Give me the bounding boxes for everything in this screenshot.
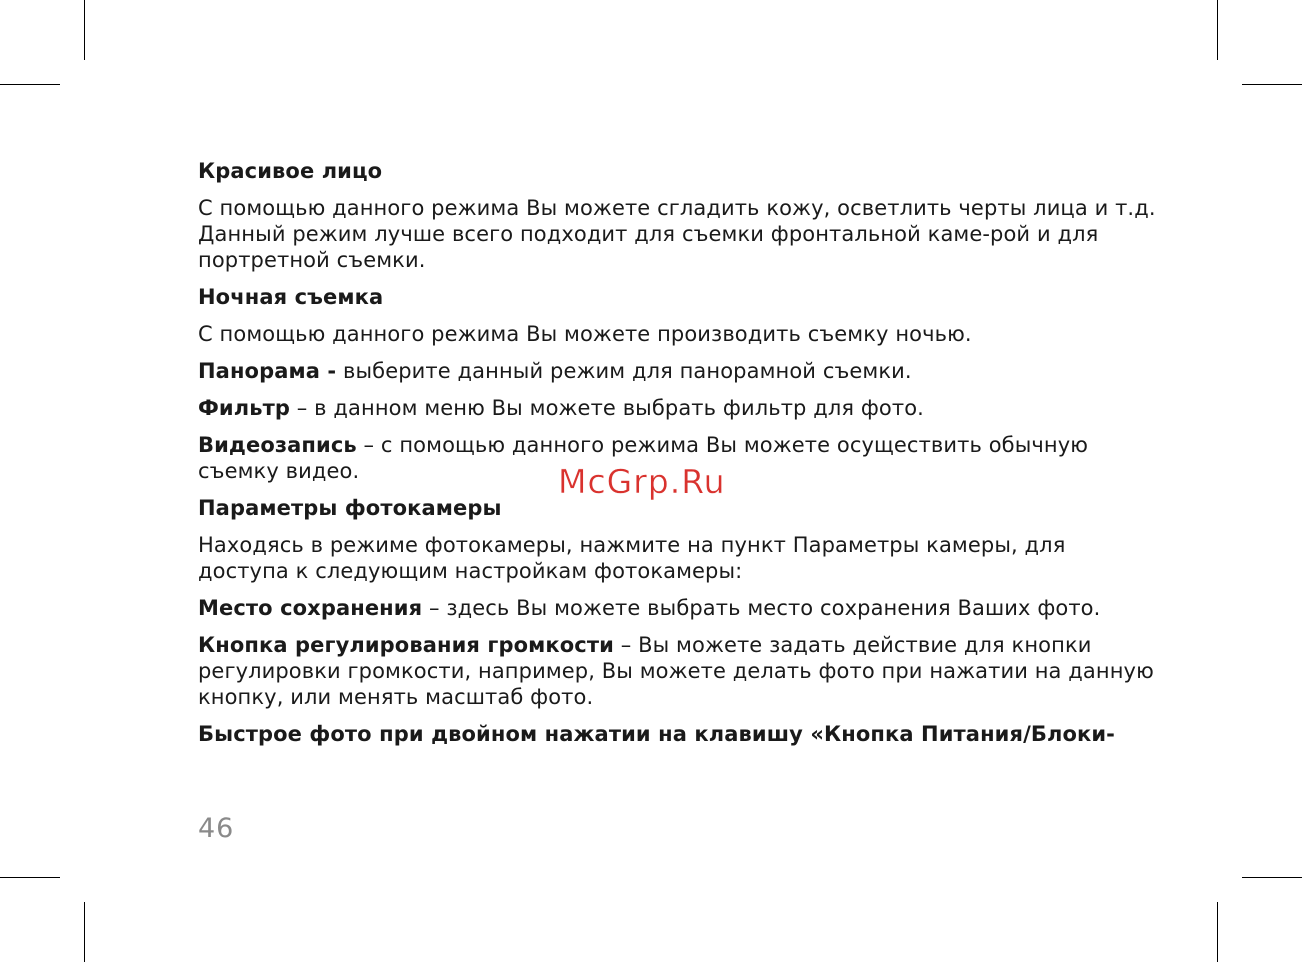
volume-term: Кнопка регулирования громкости — [198, 633, 614, 657]
crop-mark-top-left-vertical — [84, 0, 85, 60]
storage-term: Место сохранения — [198, 596, 423, 620]
crop-mark-bottom-right-vertical — [1217, 902, 1218, 962]
volume-text: – Вы можете задать действие для кнопки регулировки громкости, например, Вы можете делать фото при нажатии на данную кнопку, или менять масштаб фото. — [198, 633, 1154, 709]
night-heading: Ночная съемка — [198, 285, 384, 309]
panorama-paragraph — [198, 358, 1158, 384]
storage-text: – здесь Вы можете выбрать место сохранения Ваших фото. — [422, 596, 1101, 620]
crop-mark-bottom-right-horizontal — [1242, 877, 1302, 878]
page-content — [198, 158, 1158, 758]
panorama-term: Панорама - — [198, 359, 337, 383]
filter-term: Фильтр — [198, 396, 291, 420]
beauty-heading: Красивое лицо — [198, 159, 383, 183]
params-text: Находясь в режиме фотокамеры, нажмите на пункт Параметры камеры, для доступа к следующим настройкам фотокамеры: — [198, 533, 1066, 583]
crop-mark-top-right-vertical — [1217, 0, 1218, 60]
crop-mark-bottom-left-horizontal — [0, 877, 60, 878]
watermark-logo: McGrp.Ru — [558, 462, 726, 501]
page-number: 46 — [198, 813, 235, 844]
filter-paragraph — [198, 395, 1158, 421]
quick-photo-heading: Быстрое фото при двойном нажатии на клавишу «Кнопка Питания/Блоки- — [198, 722, 1115, 746]
storage-paragraph — [198, 595, 1158, 621]
crop-mark-bottom-left-vertical — [84, 902, 85, 962]
volume-paragraph — [198, 632, 1158, 710]
video-text: – с помощью данного режима Вы можете осуществить обычную съемку видео. — [198, 433, 1089, 483]
crop-mark-top-right-horizontal — [1242, 84, 1302, 85]
video-term: Видеозапись — [198, 433, 357, 457]
beauty-text: С помощью данного режима Вы можете сгладить кожу, осветлить черты лица и т.д. Данный режим лучше всего подходит для съемки фронтальной каме-рой и для портретной съемки. — [198, 196, 1156, 272]
panorama-text: выберите данный режим для панорамной съемки. — [336, 359, 912, 383]
night-text: С помощью данного режима Вы можете производить съемку ночью. — [198, 322, 972, 346]
params-heading: Параметры фотокамеры — [198, 496, 502, 520]
filter-text: – в данном меню Вы можете выбрать фильтр для фото. — [290, 396, 924, 420]
crop-mark-top-left-horizontal — [0, 84, 60, 85]
